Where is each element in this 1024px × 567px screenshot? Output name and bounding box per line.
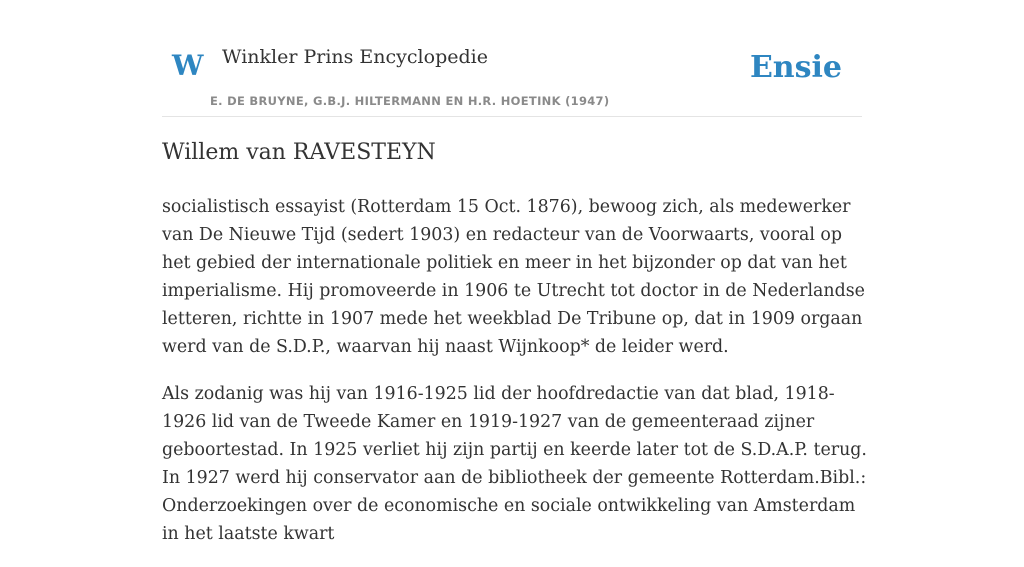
article-paragraph: Als zodanig was hij van 1916-1925 lid der hoofdredactie van dat blad, 1918-1926 lid van de Tweede Kamer en 1919-1927 van de gemeenteraad zijner geboortestad. In 1925 verliet hij zijn partij en keerde later tot de S.D.A.P. terug. In 1927 werd hij conservator aan de bibliotheek der gemeente Rotterdam.Bibl.: Onderzoekingen over de economische en sociale ontwikkeling van Amsterdam in het laatste kwart [162,384,867,544]
article-paragraph: socialistisch essayist (Rotterdam 15 Oct. 1876), bewoog zich, als medewerker van De Nieuwe Tijd (sedert 1903) en redacteur van de Voorwaarts, vooral op het gebied der internationale politiek en meer in het bijzonder op dat van het imperialisme. Hij promoveerde in 1906 te Utrecht tot doctor in de Nederlandse letteren, richtte in 1907 mede het weekblad De Tribune op, dat in 1909 orgaan werd van de S.D.P., waarvan hij naast Wijnkoop* de leider werd. [162,197,865,357]
header [162,0,862,117]
article-body [162,193,867,567]
winkler-prins-logo-icon[interactable]: W [172,49,204,82]
ensie-logo[interactable]: Ensie [749,50,842,85]
article-title: Willem van RAVESTEYN [162,140,436,165]
encyclopedia-title[interactable]: Winkler Prins Encyclopedie [222,46,488,68]
encyclopedia-authors: E. DE BRUYNE, G.B.J. HILTERMANN EN H.R. HOETINK (1947) [210,94,610,108]
